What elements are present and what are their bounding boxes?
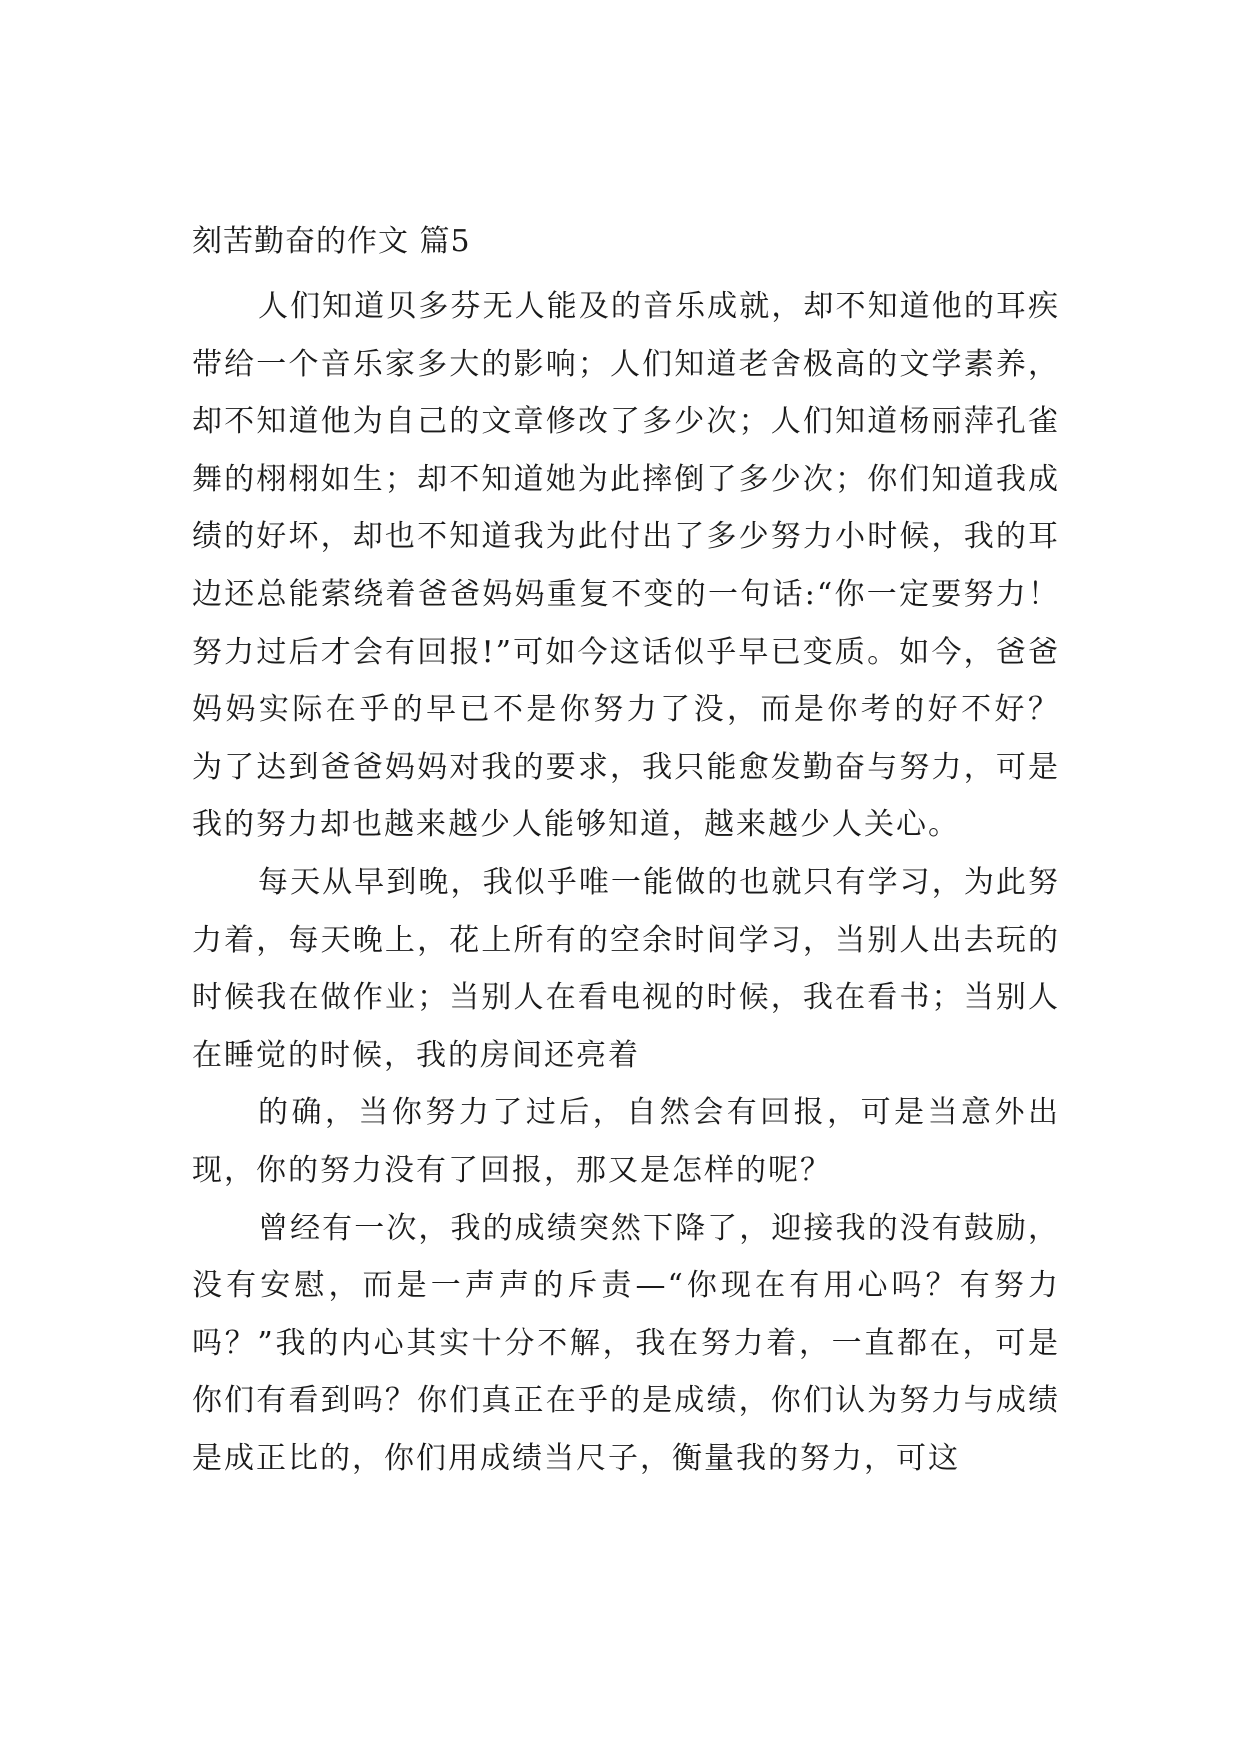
paragraph-2: 每天从早到晚，我似乎唯一能做的也就只有学习，为此努力着，每天晚上，花上所有的空余时间学习，当别人出去玩的时候我在做作业；当别人在看电视的时候，我在看书；当别人在睡觉的时候，我的房间还亮着: [192, 864, 1060, 1073]
paragraph-3: 的确，当你努力了过后，自然会有回报，可是当意外出现，你的努力没有了回报，那又是怎样的呢？: [192, 1095, 1060, 1188]
essay-body: [192, 278, 1060, 1487]
paragraph-1: 人们知道贝多芬无人能及的音乐成就，却不知道他的耳疾带给一个音乐家多大的影响；人们知道老舍极高的文学素养，却不知道他为自己的文章修改了多少次；人们知道杨丽萍孔雀舞的栩栩如生；却不知道她为此摔倒了多少次；你们知道我成绩的好坏，却也不知道我为此付出了多少努力小时候，我的耳边还总能萦绕着爸爸妈妈重复不变的一句话:“你一定要努力！努力过后才会有回报!”可如今这话似乎早已变质。如今，爸爸妈妈实际在乎的早已不是你努力了没，而是你考的好不好？ 为了达到爸爸妈妈对我的要求，我只能愈发勤奋与努力，可是我的努力却也越来越少人能够知道，越来越少人关心。: [192, 289, 1060, 843]
essay-title: 刻苦勤奋的作文 篇5: [192, 224, 471, 259]
paragraph-4: 曾经有一次，我的成绩突然下降了，迎接我的没有鼓励，没有安慰，而是一声声的斥责—“你现在有用心吗？有努力吗？”我的内心其实十分不解，我在努力着，一直都在，可是你们有看到吗？你们真正在乎的是成绩，你们认为努力与成绩是成正比的，你们用成绩当尺子，衡量我的努力，可这: [192, 1210, 1060, 1476]
